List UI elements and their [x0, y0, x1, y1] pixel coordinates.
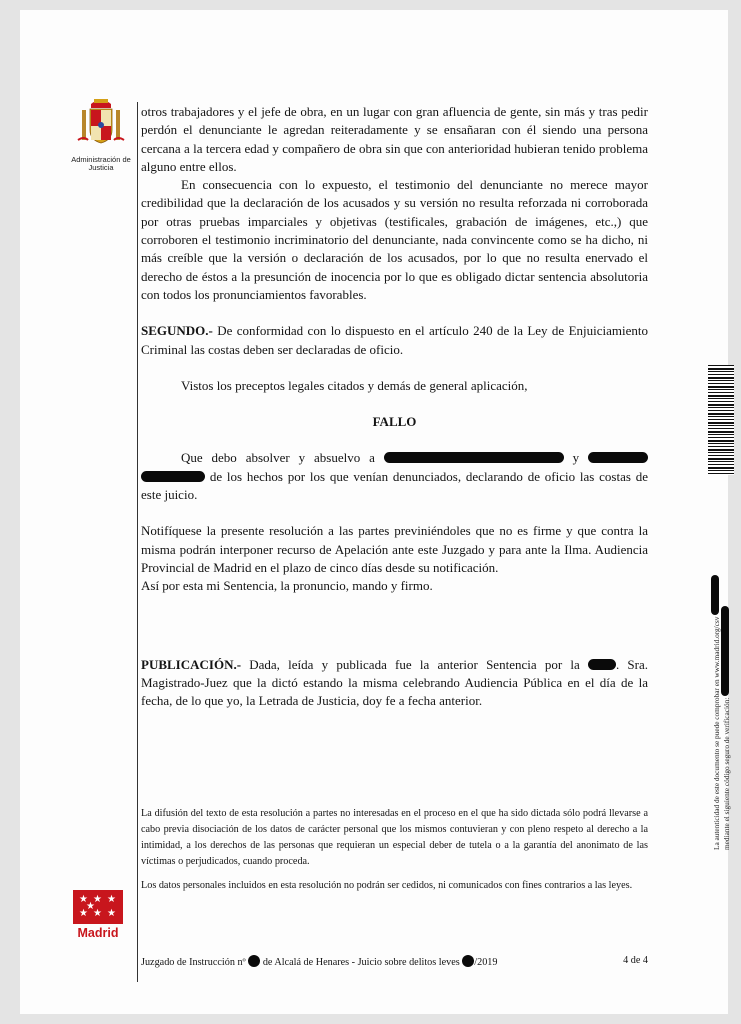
verification-text: [711, 440, 731, 850]
footer-text: /2019: [474, 957, 498, 968]
section-heading: SEGUNDO.-: [141, 323, 213, 339]
logo-label: Administración de Justicia: [71, 155, 131, 172]
fallo-heading: FALLO: [372, 414, 417, 430]
footer-text: Juzgado de Instrucción nº: [141, 957, 246, 968]
redaction: [384, 452, 564, 463]
footer-text: de Alcalá de Henares - Juicio sobre delitos leves: [262, 957, 460, 968]
verification-line-1: La autenticidad de este documento se puede comprobar en www.madrid.org/csv: [712, 616, 721, 850]
paragraph-text: y: [572, 450, 580, 466]
privacy-notice: Los datos personales incluidos en esta resolución no podrán ser cedidos, ni comunicados con fines contrarios a las leyes.: [141, 880, 633, 892]
paragraph-text: Dada, leída y publicada fue la anterior Sentencia por la: [241, 656, 580, 672]
redaction: [711, 575, 719, 615]
document-page: [20, 10, 731, 1014]
fallo-paragraph: [141, 449, 648, 504]
margin-rule: [137, 102, 138, 982]
paragraph-text: de los hechos por los que venían denunciados, declarando de oficio las costas de este juicio.: [141, 468, 649, 503]
paragraph: En consecuencia con lo expuesto, el testimonio del denunciante no merece mayor credibilidad que la declaración de los acusados y su versión no resulta reforzada ni corroborada por otras pruebas imparciales y objetivas (testificales, grabación de imágenes, etc.,) que corroboren el testimonio incriminatorio del denunciante, nada convincente como se ha dicho, ni más creíble que la versión o declaración de los acusados, por lo que no resulta enervado el derecho de éstos a la presunción de inocencia por lo que es obligado dictar sentencia absolutoria con todos los pronunciamientos favorables.: [141, 177, 648, 302]
segundo-paragraph: [141, 322, 648, 359]
paragraph: otros trabajadores y el jefe de obra, en un lugar con gran afluencia de gente, sin más y tras pedir perdón el denunciante le agredan reiteradamente y se ensañaran con él siendo una persona cercana a la tercera edad y compañero de obra sin que con anterioridad hubieran tenido problema alguno entre ellos.: [141, 104, 648, 174]
section-heading: PUBLICACIÓN.-: [141, 656, 242, 672]
redaction: [721, 606, 729, 696]
madrid-stars-icon: ★ ★ ★ ★ ★ ★ ★: [73, 890, 123, 924]
verification-line-2: mediante el siguiente código seguro de verificación:: [722, 697, 731, 850]
redaction: [462, 955, 474, 967]
paragraph: Vistos los preceptos legales citados y demás de general aplicación,: [181, 377, 528, 393]
paragraph: Así por esta mi Sentencia, la pronuncio, mando y firmo.: [141, 578, 433, 594]
paragraph: Notifíquese la presente resolución a las partes previniéndoles que no es firme y que contra la misma podrán interponer recurso de Apelación ante este Juzgado y para ante la Ilma. Audiencia Provincial de Madrid en el plazo de cinco días desde su notificación.: [141, 523, 648, 575]
paragraph-text: De conformidad con lo dispuesto en el artículo 240 de la Ley de Enjuiciamiento Criminal las costas deben ser declaradas de oficio.: [141, 323, 648, 357]
redaction: [588, 659, 616, 670]
madrid-logo: [70, 890, 126, 940]
madrid-logo-label: Madrid: [77, 926, 119, 940]
publicacion-paragraph: [141, 656, 648, 711]
coat-of-arms-icon: [76, 96, 126, 148]
verification-sidebar: [706, 365, 734, 850]
paragraph-text: Que debo absolver y absuelvo a: [181, 450, 375, 466]
court-reference: [141, 955, 497, 968]
page-number: 4 de 4: [623, 955, 648, 966]
paragraph-text: . Sra. Magistrado-Juez que la dictó estando la misma celebrando Audiencia Pública en el día de la fecha, de lo que yo, la Letrada de Justicia, doy fe a fecha anterior.: [141, 656, 649, 709]
document-body: [141, 103, 648, 894]
page-footer: [141, 955, 648, 968]
redaction: [248, 955, 260, 967]
redaction: [141, 471, 205, 482]
justice-administration-logo: [70, 96, 132, 172]
privacy-notice: La difusión del texto de esta resolución a partes no interesadas en el proceso en el que ha sido dictada sólo podrá llevarse a cabo previa disociación de los datos de carácter personal que los mismos contuvieran y con pleno respeto al derecho a la intimidad, a los derechos de las personas que requieran un especial deber de tutela o a la garantía del anonimato de las víctimas o perjudicados, cuando proceda.: [141, 808, 648, 868]
redaction: [588, 452, 648, 463]
